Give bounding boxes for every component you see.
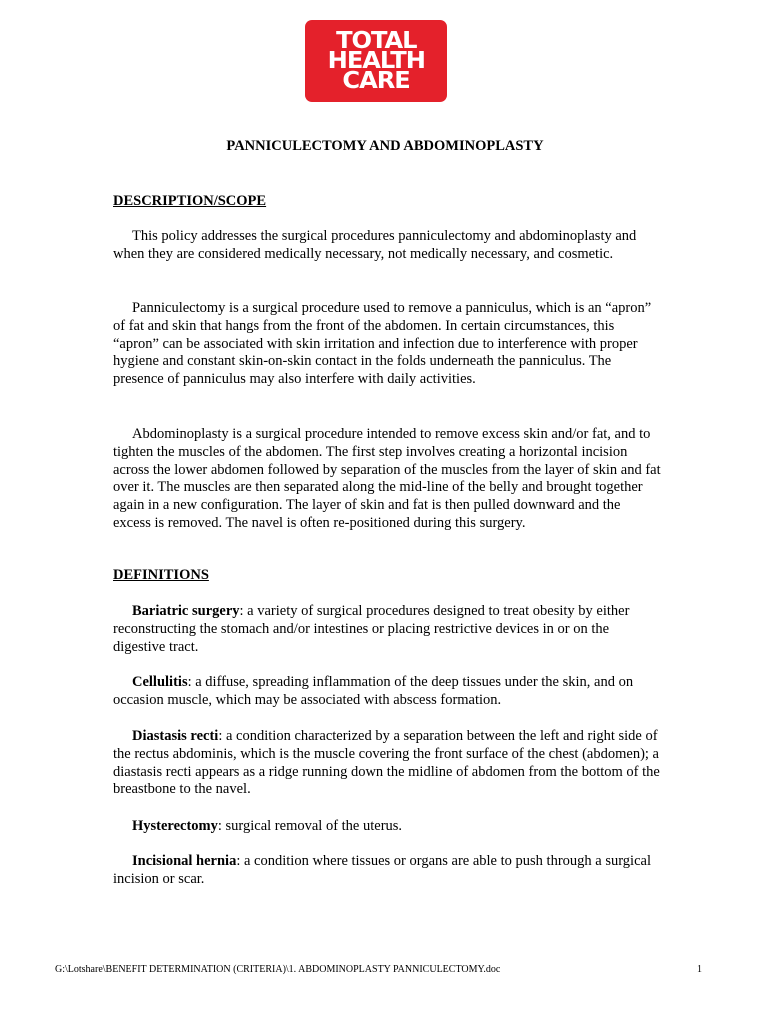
definition-item [113, 853, 661, 889]
page-number: 1 [697, 964, 702, 975]
definition-text: : a diffuse, spreading inflammation of the deep tissues under the skin, and on occasion muscle, which may be associated with abscess formation. [113, 674, 634, 708]
logo-line-care: CARE [342, 68, 410, 94]
footer-file-path: G:\Lotshare\BENEFIT DETERMINATION (CRITERIA)\1. ABDOMINOPLASTY PANNICULECTOMY.doc [55, 964, 501, 975]
definition-text: : a condition where tissues or organs are able to push through a surgical incision or scar. [113, 853, 651, 887]
definition-text: : a variety of surgical procedures designed to treat obesity by either reconstructing the stomach and/or intestines or placing restrictive devices in or on the digestive tract. [113, 603, 630, 655]
description-paragraph-1: This policy addresses the surgical procedures panniculectomy and abdominoplasty and when they are considered medically necessary, not medically necessary, and cosmetic. [113, 228, 637, 262]
description-paragraph-3: Abdominoplasty is a surgical procedure intended to remove excess skin and/or fat, and to tighten the muscles of the abdomen. The first step involves creating a horizontal incision across the lower abdomen followed by separation of the muscles from the layer of skin and fat over it. The muscles are then separated along the mid-line of the belly and brought together again in a new configuration. The layer of skin and fat is then pulled downward and the excess is removed. The navel is often re-positioned during this surgery. [113, 426, 661, 531]
total-health-care-logo [305, 20, 447, 102]
definitions-heading: DEFINITIONS [113, 567, 209, 583]
definition-term: Hysterectomy [132, 818, 218, 834]
definition-term: Diastasis recti [132, 728, 219, 744]
logo-line-health: HEALTH [327, 48, 425, 74]
definition-item [113, 728, 661, 799]
definition-item [113, 674, 661, 710]
description-paragraph-2: Panniculectomy is a surgical procedure used to remove a panniculus, which is an “apron” of fat and skin that hangs from the front of the abdomen. In certain circumstances, this “apron” can be associated with skin irritation and infection due to interference with proper hygiene and constant skin-on-skin contact in the folds underneath the panniculus. The presence of panniculus may also interfere with daily activities. [113, 300, 652, 388]
definition-text: : surgical removal of the uterus. [217, 818, 403, 834]
definition-term: Cellulitis [132, 674, 188, 690]
logo-line-total: TOTAL [335, 28, 417, 54]
definition-item [113, 603, 661, 656]
definition-text: : a condition characterized by a separation between the left and right side of the rectus abdominis, which is the muscle covering the front surface of the chest (abdomen); a diastasis recti appears as a ridge running down the midline of abdomen from the bottom of the breastbone to the navel. [113, 728, 660, 798]
definition-item [113, 818, 661, 836]
definition-term: Bariatric surgery [132, 603, 240, 619]
definition-term: Incisional hernia [132, 853, 237, 869]
description-heading: DESCRIPTION/SCOPE [113, 193, 267, 209]
document-title: PANNICULECTOMY AND ABDOMINOPLASTY [226, 138, 544, 154]
